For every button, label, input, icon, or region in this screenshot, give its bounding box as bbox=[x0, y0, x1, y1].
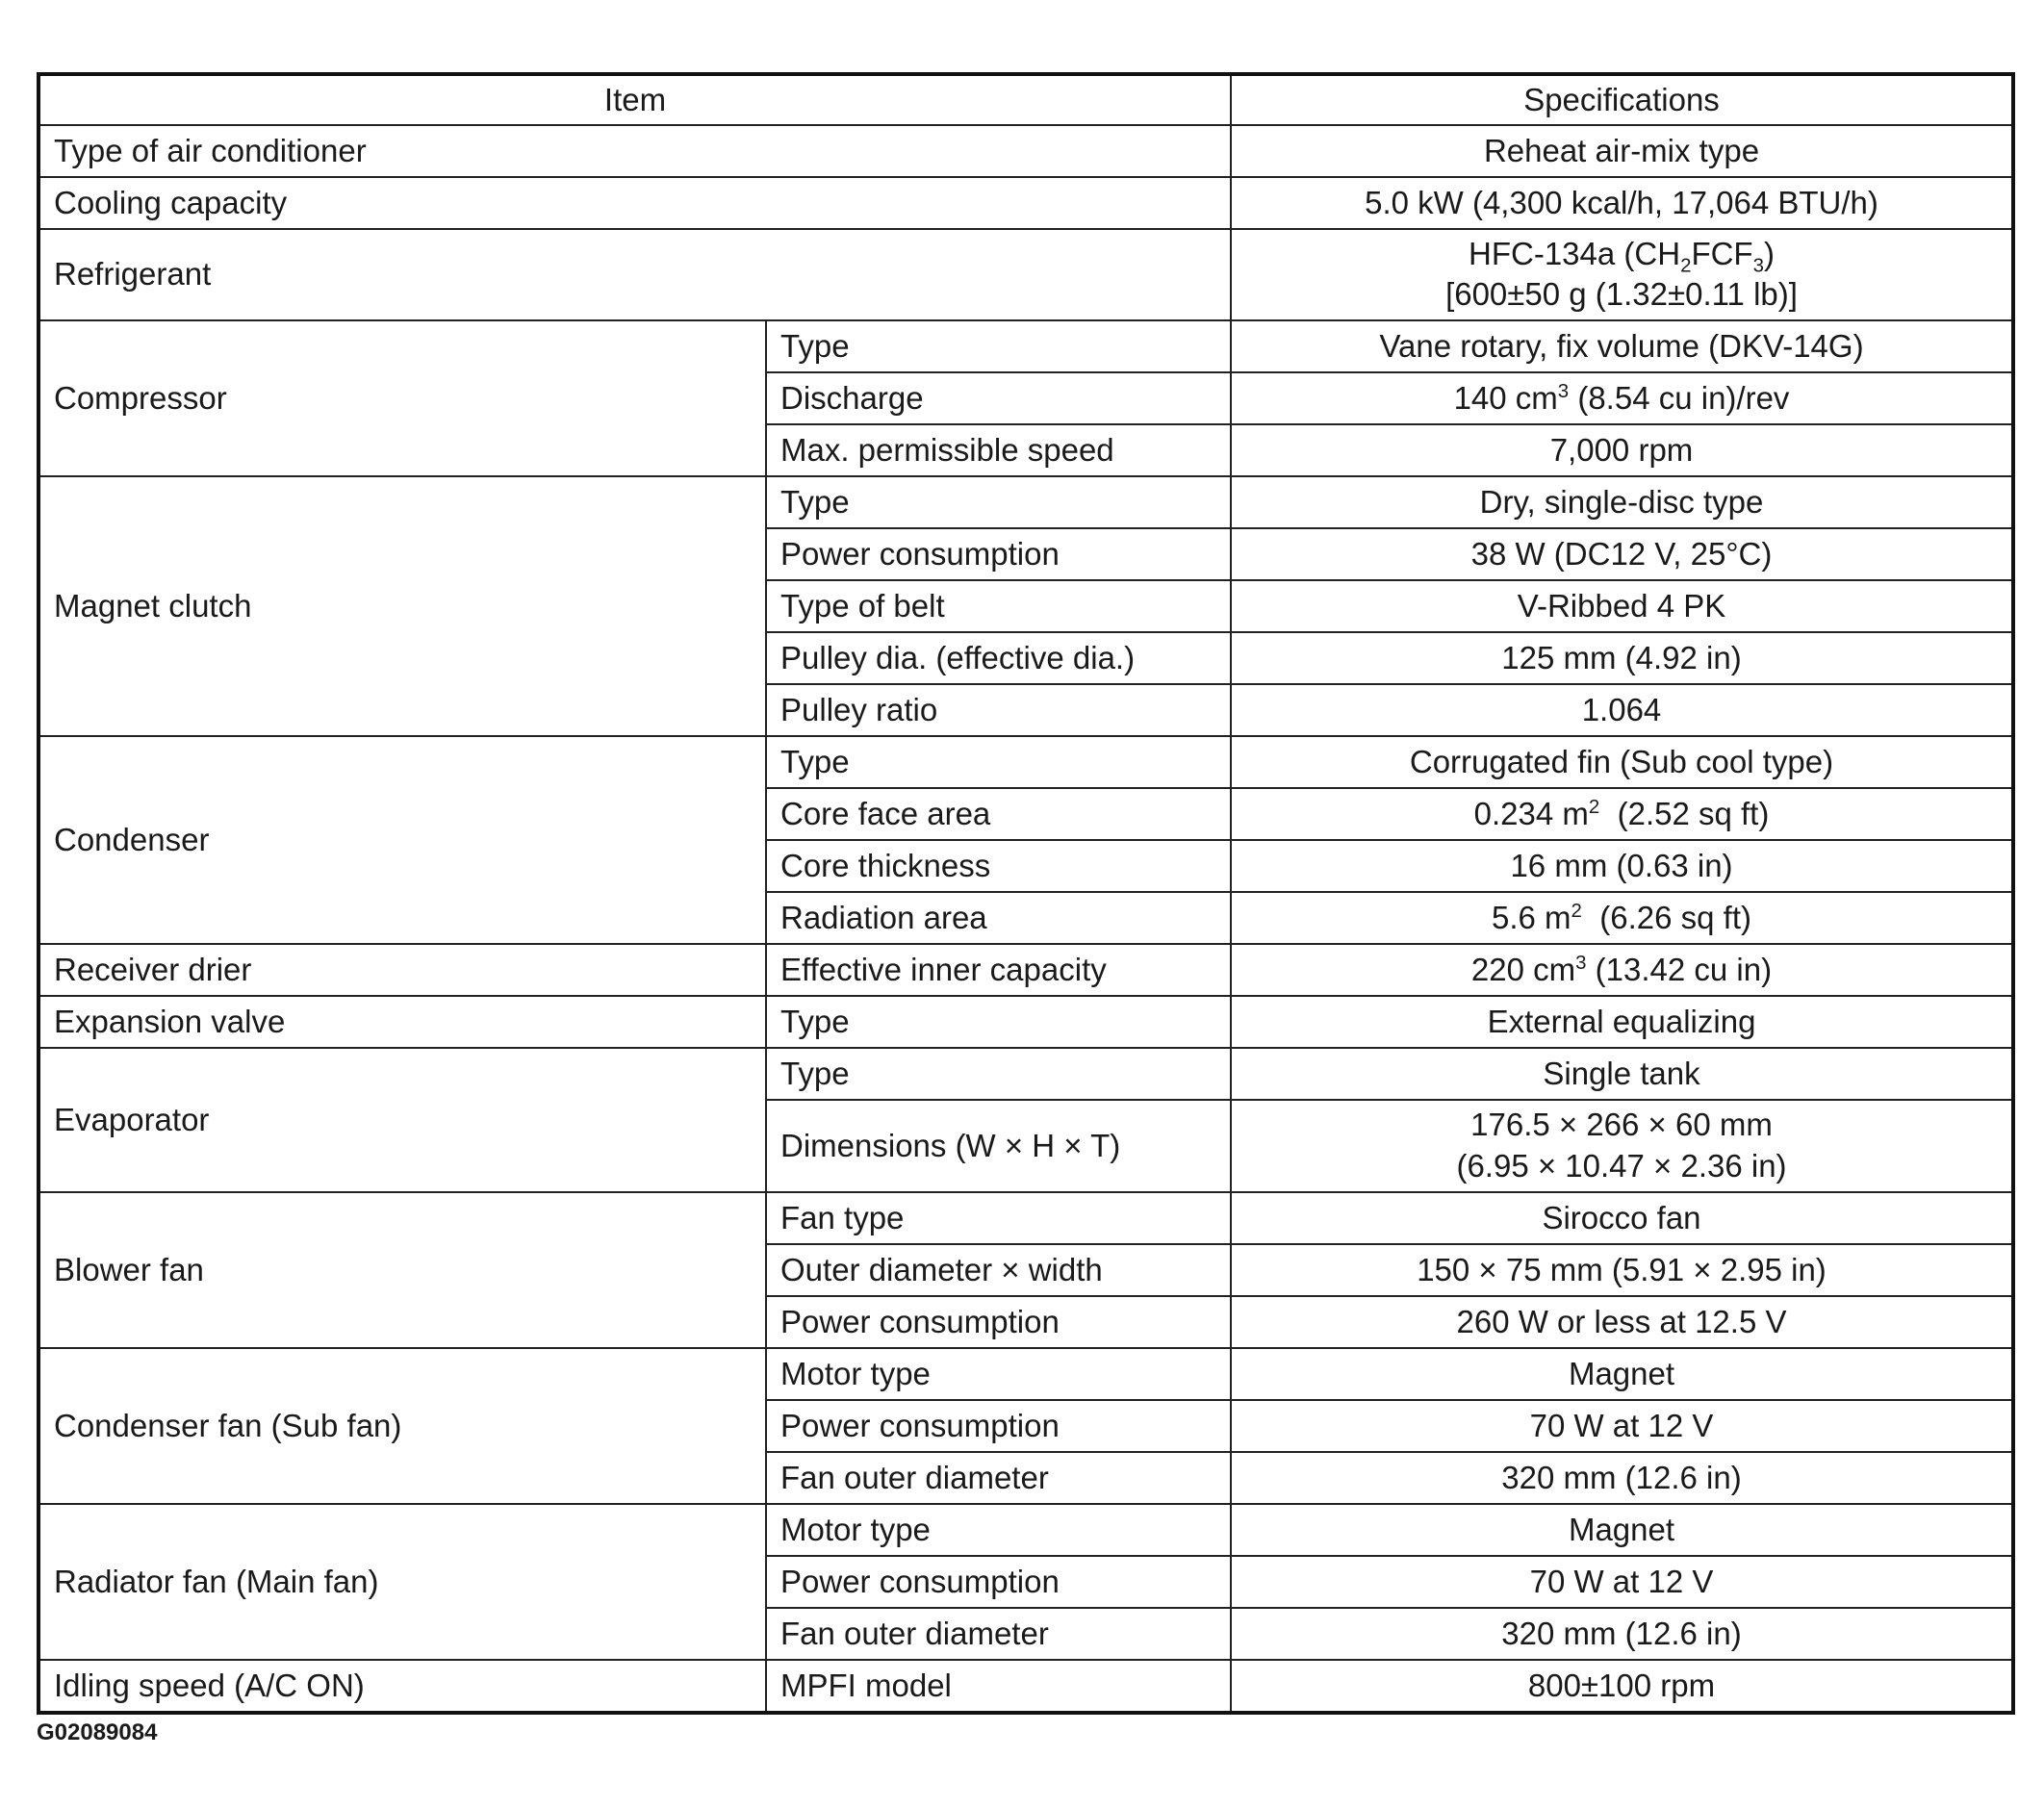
sub-expansion-type: Type bbox=[766, 996, 1231, 1048]
value-condenser-thickness: 16 mm (0.63 in) bbox=[1231, 840, 2013, 892]
sub-compressor-type: Type bbox=[766, 320, 1231, 372]
sub-clutch-power: Power consumption bbox=[766, 528, 1231, 580]
item-refrigerant: Refrigerant bbox=[38, 229, 1231, 319]
dimensions-in: (6.95 × 10.47 × 2.36 in) bbox=[1456, 1147, 1787, 1184]
value-expansion-type: External equalizing bbox=[1231, 996, 2013, 1048]
dimensions-mm: 176.5 × 266 × 60 mm bbox=[1470, 1107, 1773, 1143]
table-row bbox=[38, 1504, 2013, 1556]
item-magnet-clutch: Magnet clutch bbox=[38, 476, 766, 736]
figure-id: G02089084 bbox=[37, 1719, 158, 1745]
value-clutch-type: Dry, single-disc type bbox=[1231, 476, 2013, 528]
header-specifications: Specifications bbox=[1231, 74, 2013, 125]
sub-condenser-thickness: Core thickness bbox=[766, 840, 1231, 892]
item-receiver-drier: Receiver drier bbox=[38, 944, 766, 996]
value-compressor-discharge: 140 $cm^3$ (8.54 cu in)/rev bbox=[1231, 372, 2013, 424]
sub-condenser-face-area: Core face area bbox=[766, 788, 1231, 840]
value-rad-fan-diameter: 320 mm (12.6 in) bbox=[1231, 1608, 2013, 1660]
value-evaporator-type: Single tank bbox=[1231, 1048, 2013, 1100]
sub-blower-power: Power consumption bbox=[766, 1296, 1231, 1348]
value-air-conditioner-type: Reheat air-mix type bbox=[1231, 125, 2013, 177]
sub-rad-fan-diameter: Fan outer diameter bbox=[766, 1608, 1231, 1660]
value-clutch-belt: V-Ribbed 4 PK bbox=[1231, 580, 2013, 632]
value-rad-fan-power: 70 W at 12 V bbox=[1231, 1556, 2013, 1608]
value-cond-fan-power: 70 W at 12 V bbox=[1231, 1400, 2013, 1452]
table-row bbox=[38, 125, 2013, 177]
sub-cond-fan-motor: Motor type bbox=[766, 1348, 1231, 1400]
table-row bbox=[38, 1192, 2013, 1244]
refrigerant-amount: [600±50 g (1.32±0.11 lb)] bbox=[1445, 276, 1798, 313]
sub-evaporator-dimensions: Dimensions (W × H × T) bbox=[766, 1100, 1231, 1192]
sub-clutch-type: Type bbox=[766, 476, 1231, 528]
item-cooling-capacity: Cooling capacity bbox=[38, 177, 1231, 229]
sub-condenser-radiation: Radiation area bbox=[766, 892, 1231, 944]
value-compressor-type: Vane rotary, fix volume (DKV-14G) bbox=[1231, 320, 2013, 372]
value-condenser-face-area: 0.234 $m^2$ (2.52 sq ft) bbox=[1231, 788, 2013, 840]
sub-evaporator-type: Type bbox=[766, 1048, 1231, 1100]
sub-condenser-type: Type bbox=[766, 736, 1231, 788]
table-row bbox=[38, 1048, 2013, 1100]
sub-clutch-pulley-dia: Pulley dia. (effective dia.) bbox=[766, 632, 1231, 684]
item-compressor: Compressor bbox=[38, 320, 766, 476]
table-row bbox=[38, 1348, 2013, 1400]
sub-clutch-belt: Type of belt bbox=[766, 580, 1231, 632]
item-air-conditioner-type: Type of air conditioner bbox=[38, 125, 1231, 177]
specifications-table bbox=[37, 72, 2015, 1715]
sub-compressor-discharge: Discharge bbox=[766, 372, 1231, 424]
table-row bbox=[38, 476, 2013, 528]
value-blower-power: 260 W or less at 12.5 V bbox=[1231, 1296, 2013, 1348]
value-clutch-power: 38 W (DC12 V, 25°C) bbox=[1231, 528, 2013, 580]
value-evaporator-dimensions bbox=[1231, 1100, 2013, 1192]
value-idling-speed: 800±100 rpm bbox=[1231, 1660, 2013, 1713]
item-condenser: Condenser bbox=[38, 736, 766, 944]
sub-receiver-capacity: Effective inner capacity bbox=[766, 944, 1231, 996]
sub-idling-model: MPFI model bbox=[766, 1660, 1231, 1713]
table-row bbox=[38, 996, 2013, 1048]
sub-compressor-speed: Max. permissible speed bbox=[766, 424, 1231, 476]
value-cooling-capacity: 5.0 kW (4,300 kcal/h, 17,064 BTU/h) bbox=[1231, 177, 2013, 229]
sub-cond-fan-power: Power consumption bbox=[766, 1400, 1231, 1452]
table-row bbox=[38, 320, 2013, 372]
item-condenser-fan: Condenser fan (Sub fan) bbox=[38, 1348, 766, 1504]
value-clutch-pulley-ratio: 1.064 bbox=[1231, 684, 2013, 736]
item-idling-speed: Idling speed (A/C ON) bbox=[38, 1660, 766, 1713]
value-blower-outer: 150 × 75 mm (5.91 × 2.95 in) bbox=[1231, 1244, 2013, 1296]
item-evaporator: Evaporator bbox=[38, 1048, 766, 1192]
value-condenser-radiation: 5.6 $m^2$ (6.26 sq ft) bbox=[1231, 892, 2013, 944]
table-row bbox=[38, 736, 2013, 788]
item-expansion-valve: Expansion valve bbox=[38, 996, 766, 1048]
value-blower-fan-type: Sirocco fan bbox=[1231, 1192, 2013, 1244]
header-row bbox=[38, 74, 2013, 125]
value-receiver-capacity: 220 $cm^3$ (13.42 cu in) bbox=[1231, 944, 2013, 996]
sub-cond-fan-diameter: Fan outer diameter bbox=[766, 1452, 1231, 1504]
value-clutch-pulley-dia: 125 mm (4.92 in) bbox=[1231, 632, 2013, 684]
header-item: Item bbox=[38, 74, 1231, 125]
value-cond-fan-motor: Magnet bbox=[1231, 1348, 2013, 1400]
item-blower-fan: Blower fan bbox=[38, 1192, 766, 1348]
value-cond-fan-diameter: 320 mm (12.6 in) bbox=[1231, 1452, 2013, 1504]
item-radiator-fan: Radiator fan (Main fan) bbox=[38, 1504, 766, 1660]
table-row bbox=[38, 1660, 2013, 1713]
table-row bbox=[38, 229, 2013, 319]
value-condenser-type: Corrugated fin (Sub cool type) bbox=[1231, 736, 2013, 788]
table-row bbox=[38, 177, 2013, 229]
value-refrigerant bbox=[1231, 229, 2013, 319]
table-row bbox=[38, 944, 2013, 996]
sub-rad-fan-power: Power consumption bbox=[766, 1556, 1231, 1608]
value-compressor-speed: 7,000 rpm bbox=[1231, 424, 2013, 476]
sub-rad-fan-motor: Motor type bbox=[766, 1504, 1231, 1556]
sub-blower-outer: Outer diameter × width bbox=[766, 1244, 1231, 1296]
refrigerant-formula: HFC-134a $(CH_2FCF_3)$ bbox=[1469, 236, 1775, 277]
value-rad-fan-motor: Magnet bbox=[1231, 1504, 2013, 1556]
sub-blower-fan-type: Fan type bbox=[766, 1192, 1231, 1244]
sub-clutch-pulley-ratio: Pulley ratio bbox=[766, 684, 1231, 736]
